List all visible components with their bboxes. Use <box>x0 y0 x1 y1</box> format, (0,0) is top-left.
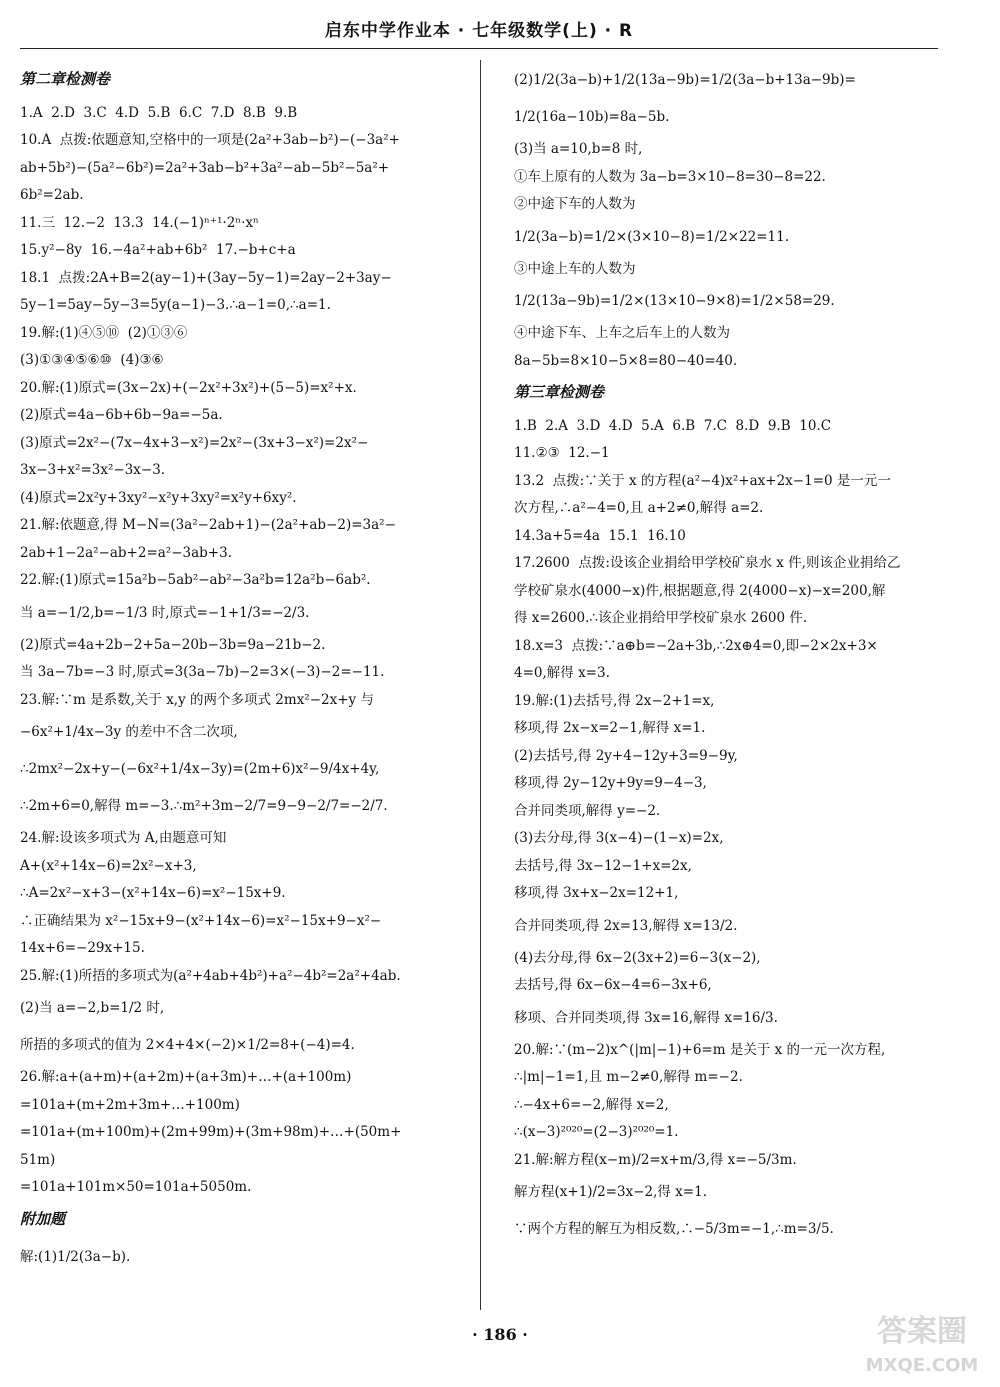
text-line: 19.解:(1)④⑤⑩ (2)①③⑥ <box>20 324 188 341</box>
text-line: ④中途下车、上车之后车上的人数为 <box>514 325 730 341</box>
text-line: =101a+101m×50=101a+5050m. <box>20 1179 252 1195</box>
text-line: (3)①③④⑤⑥⑩ (4)③⑥ <box>20 352 164 368</box>
text-line: 1.A 2.D 3.C 4.D 5.B 6.C 7.D 8.B 9.B <box>20 104 298 121</box>
text-line: (3)原式=2x²−(7x−4x+3−x²)=2x²−(3x+3−x²)=2x²− <box>20 434 369 451</box>
text-line: 17.2600 点拨:设该企业捐给甲学校矿泉水 x 件,则该企业捐给乙 <box>514 555 901 571</box>
text-line: 当 3a−7b=−3 时,原式=3(3a−7b)−2=3×(−3)−2=−11. <box>20 664 385 680</box>
text-line: 去括号,得 3x−12−1+x=2x, <box>514 857 692 874</box>
text-line: 13.2 点拨:∵关于 x 的方程(a²−4)x²+ax+2x−1=0 是一元一 <box>514 472 891 489</box>
text-line: 去括号,得 6x−6x−4=6−3x+6, <box>514 977 712 993</box>
text-line: ①车上原有的人数为 3a−b=3×10−8=30−8=22. <box>514 168 826 185</box>
text-line: 20.解:(1)原式=(3x−2x)+(−2x²+3x²)+(5−5)=x²+x. <box>20 379 357 396</box>
text-line: =101a+(m+2m+3m+…+100m) <box>20 1096 240 1113</box>
text-line: 24.解:设该多项式为 A,由题意可知 <box>20 830 227 846</box>
text-line: 移项,得 3x+x−2x=12+1, <box>514 885 679 901</box>
text-line: 21.解:解方程(x−m)/2=x+m/3,得 x=−5/3m. <box>514 1151 797 1168</box>
text-line: ∴−4x+6=−2,解得 x=2, <box>514 1096 669 1113</box>
watermark-logo <box>852 1301 992 1381</box>
text-line: 22.解:(1)原式=15a²b−5ab²−ab²−3a²b=12a²b−6ab². <box>20 572 371 588</box>
text-line: ③中途上车的人数为 <box>514 260 636 277</box>
text-line: 移项、合并同类项,得 3x=16,解得 x=16/3. <box>514 1009 778 1026</box>
text-line: (2)原式=4a−6b+6b−9a=−5a. <box>20 407 223 423</box>
text-line: 1/2(16a−10b)=8a−5b. <box>514 109 670 125</box>
text-line: ∴正确结果为 x²−15x+9−(x²+14x−6)=x²−15x+9−x²− <box>20 912 382 929</box>
text-line: 26.解:a+(a+m)+(a+2m)+(a+3m)+…+(a+100m) <box>20 1069 352 1085</box>
page-number: · 186 · <box>472 1325 528 1344</box>
header-title: 启东中学作业本 · 七年级数学(上) · R <box>324 21 634 41</box>
text-line: 移项,得 2y−12y+9y=9−4−3, <box>514 775 707 791</box>
text-line: 3x−3+x²=3x²−3x−3. <box>20 462 166 478</box>
text-line: 18.x=3 点拨:∵a⊕b=−2a+3b,∴2x⊕4=0,即−2×2x+3× <box>514 637 878 654</box>
text-line: 合并同类项,得 2x=13,解得 x=13/2. <box>514 917 738 934</box>
text-line: 18.1 点拨:2A+B=2(ay−1)+(3ay−5y−1)=2ay−2+3ay− <box>20 269 392 286</box>
text-line: (2)1/2(3a−b)+1/2(13a−9b)=1/2(3a−b+13a−9b)= <box>514 72 856 88</box>
text-line: ②中途下车的人数为 <box>514 196 636 212</box>
section-heading: 第三章检测卷 <box>514 383 605 401</box>
text-line: 解:(1)1/2(3a−b). <box>20 1249 131 1265</box>
text-line: ∴2mx²−2x+y−(−6x²+1/4x−3y)=(2m+6)x²−9/4x+4y, <box>20 761 380 777</box>
text-line: ∴2m+6=0,解得 m=−3.∴m²+3m−2/7=9−9−2/7=−2/7. <box>20 798 388 814</box>
section-heading: 第二章检测卷 <box>20 70 111 88</box>
text-line: (2)原式=4a+2b−2+5a−20b−3b=9a−21b−2. <box>20 636 326 653</box>
text-line: 学校矿泉水(4000−x)件,根据题意,得 2(4000−x)−x=200,解 <box>514 582 886 599</box>
text-line: A+(x²+14x−6)=2x²−x+3, <box>20 857 197 874</box>
text-line: −6x²+1/4x−3y 的差中不含二次项, <box>20 724 238 740</box>
section-heading: 附加题 <box>20 1209 66 1228</box>
text-line: 1/2(3a−b)=1/2×(3×10−8)=1/2×22=11. <box>514 228 790 245</box>
text-line: 20.解:∵(m−2)x^(|m|−1)+6=m 是关于 x 的一元一次方程, <box>514 1041 886 1058</box>
text-line: 6b²=2ab. <box>20 187 84 203</box>
text-line: (4)原式=2x²y+3xy²−x²y+3xy²=x²y+6xy². <box>20 489 297 506</box>
text-line: 11.三 12.−2 13.3 14.(−1)ⁿ⁺¹·2ⁿ·xⁿ <box>20 214 259 231</box>
text-line: (2)去括号,得 2y+4−12y+3=9−9y, <box>514 747 738 764</box>
text-line: 15.y²−8y 16.−4a²+ab+6b² 17.−b+c+a <box>20 242 296 258</box>
text-line: ∴A=2x²−x+3−(x²+14x−6)=x²−15x+9. <box>20 885 286 901</box>
column-divider <box>480 60 481 1310</box>
watermark-line1: 答案圈 <box>877 1314 967 1349</box>
text-line: 解方程(x+1)/2=3x−2,得 x=1. <box>514 1184 707 1200</box>
text-line: 10.A 点拨:依题意知,空格中的一项是(2a²+3ab−b²)−(−3a²+ <box>20 132 400 148</box>
text-line: (2)当 a=−2,b=1/2 时, <box>20 1000 165 1016</box>
text-line: 11.②③ 12.−1 <box>514 445 610 461</box>
text-line: 合并同类项,解得 y=−2. <box>514 802 661 819</box>
text-line: ab+5b²)−(5a²−6b²)=2a²+3ab−b²+3a²−ab−5b²−5a²+ <box>20 159 390 176</box>
text-line: 23.解:∵m 是系数,关于 x,y 的两个多项式 2mx²−2x+y 与 <box>20 691 374 708</box>
text-line: ∴|m|−1=1,且 m−2≠0,解得 m=−2. <box>514 1069 743 1085</box>
watermark-line2: MXQE.COM <box>865 1355 979 1376</box>
text-line: ∵两个方程的解互为相反数,∴−5/3m=−1,∴m=3/5. <box>514 1221 834 1237</box>
text-line: 1.B 2.A 3.D 4.D 5.A 6.B 7.C 8.D 9.B 10.C <box>514 417 832 434</box>
text-line: 14x+6=−29x+15. <box>20 940 145 956</box>
text-line: 25.解:(1)所捂的多项式为(a²+4ab+4b²)+a²−4b²=2a²+4ab. <box>20 967 401 984</box>
text-line: 1/2(13a−9b)=1/2×(13×10−9×8)=1/2×58=29. <box>514 293 835 309</box>
right-column <box>514 62 944 1297</box>
text-line: 4=0,解得 x=3. <box>514 665 610 681</box>
text-line: (4)去分母,得 6x−2(3x+2)=6−3(x−2), <box>514 949 761 966</box>
text-line: 8a−5b=8×10−5×8=80−40=40. <box>514 352 738 369</box>
text-line: (3)去分母,得 3(x−4)−(1−x)=2x, <box>514 830 724 846</box>
text-line: =101a+(m+100m)+(2m+99m)+(3m+98m)+…+(50m+ <box>20 1124 402 1140</box>
text-line: 移项,得 2x−x=2−1,解得 x=1. <box>514 720 706 736</box>
page-header <box>20 14 938 49</box>
text-line: 2ab+1−2a²−ab+2=a²−3ab+3. <box>20 544 232 561</box>
text-line: 21.解:依题意,得 M−N=(3a²−2ab+1)−(2a²+ab−2)=3a²− <box>20 517 396 533</box>
text-line: (3)当 a=10,b=8 时, <box>514 141 643 157</box>
text-line: 51m) <box>20 1151 56 1168</box>
text-line: 19.解:(1)去括号,得 2x−2+1=x, <box>514 692 715 709</box>
text-line: 次方程,∴a²−4=0,且 a+2≠0,解得 a=2. <box>514 500 764 516</box>
text-line: 5y−1=5ay−5y−3=5y(a−1)−3.∴a−1=0,∴a=1. <box>20 297 331 313</box>
text-line: 当 a=−1/2,b=−1/3 时,原式=−1+1/3=−2/3. <box>20 604 310 621</box>
text-line: 14.3a+5=4a 15.1 16.10 <box>514 527 686 544</box>
text-line: ∴(x−3)²⁰²⁰=(2−3)²⁰²⁰=1. <box>514 1124 679 1140</box>
watermark-graphic <box>852 1301 992 1381</box>
left-column <box>20 62 475 1297</box>
text-line: 所捂的多项式的值为 2×4+4×(−2)×1/2=8+(−4)=4. <box>20 1037 355 1053</box>
text-line: 得 x=2600.∴该企业捐给甲学校矿泉水 2600 件. <box>514 610 808 626</box>
